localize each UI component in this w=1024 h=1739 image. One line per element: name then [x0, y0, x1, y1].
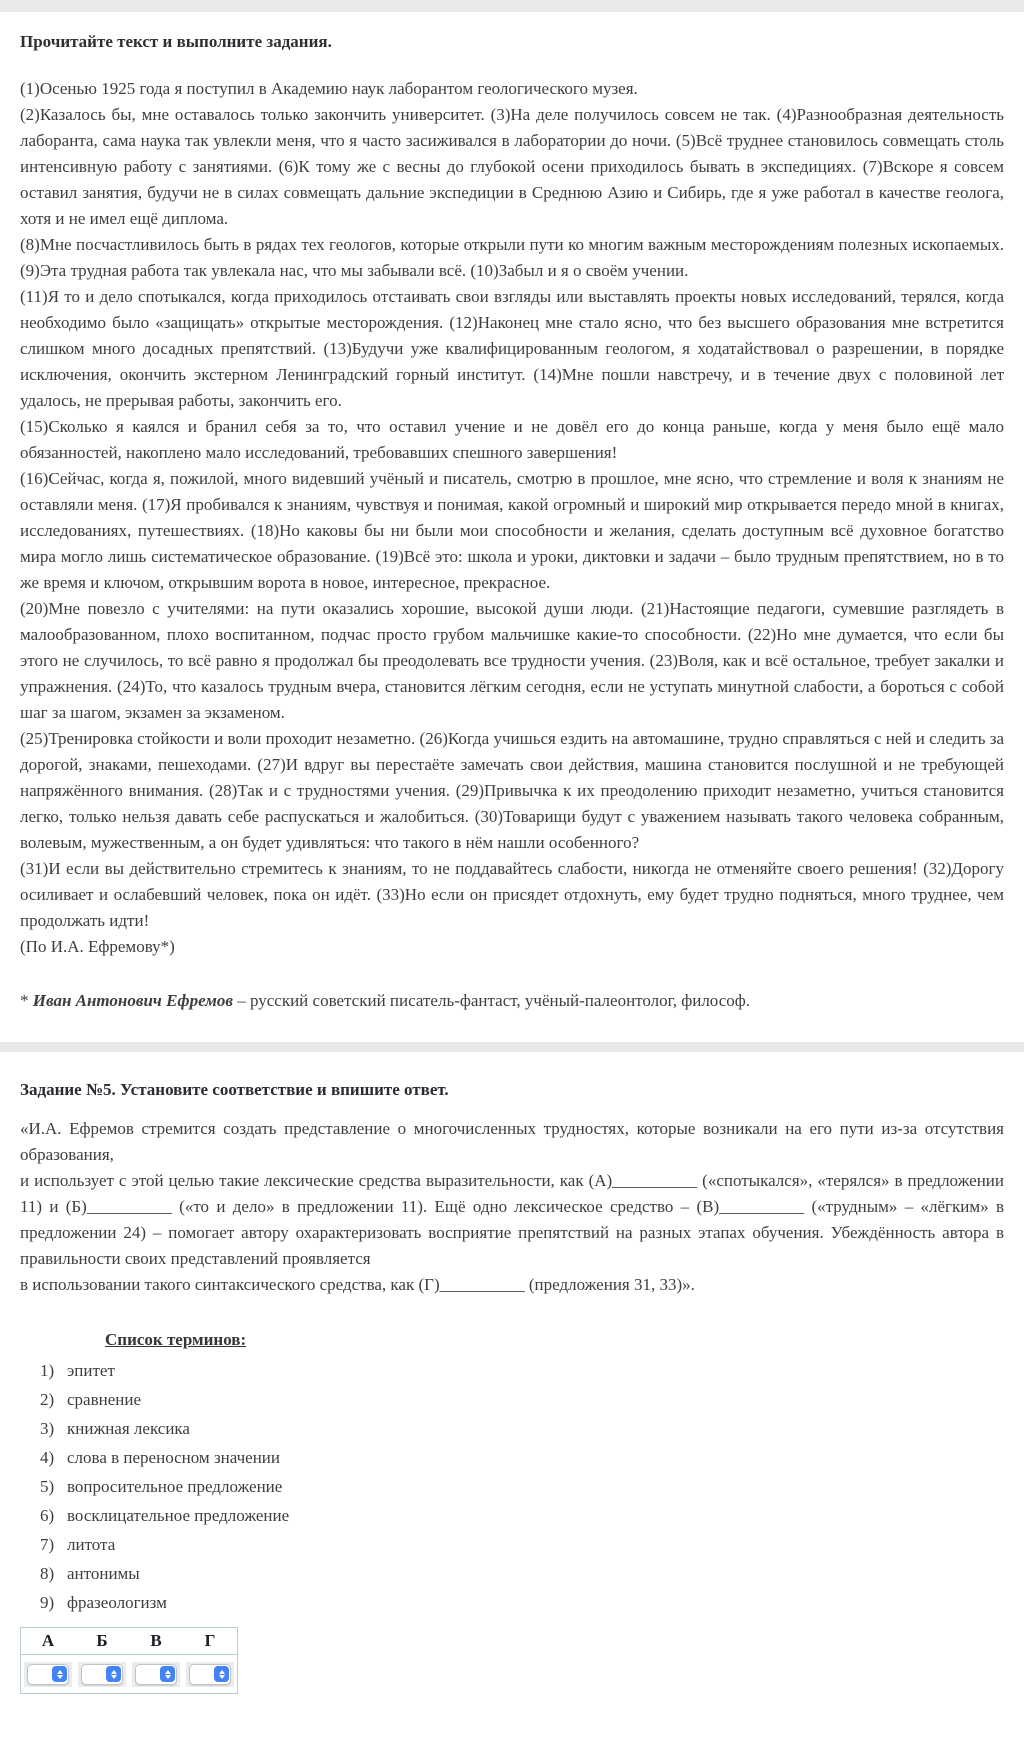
answer-cell-v	[129, 1655, 183, 1694]
page-title: Прочитайте текст и выполните задания.	[20, 32, 332, 51]
chevron-down-icon	[165, 1675, 171, 1679]
top-bar	[0, 0, 1024, 12]
chevron-up-icon	[111, 1670, 117, 1674]
term-label: восклицательное предложение	[67, 1506, 290, 1525]
chevron-down-icon	[219, 1675, 225, 1679]
term-number: 9)	[40, 1593, 55, 1612]
up-down-stepper-icon	[106, 1666, 121, 1682]
terms-list	[20, 1314, 1004, 1611]
answer-select-g[interactable]	[189, 1664, 231, 1685]
bottom-whitespace	[20, 1694, 1004, 1739]
term-label: антонимы	[67, 1564, 140, 1583]
answer-column-header-b: Б	[75, 1628, 129, 1655]
term-item	[40, 1594, 1004, 1611]
task-text-line: в использовании такого синтаксического средства, как (Г)__________ (предложения 31, 33)».	[20, 1275, 695, 1294]
reading-passage	[20, 76, 1004, 960]
passage-paragraph: (20)Мне повезло с учителями: на пути оказались хорошие, высокой души люди. (21)Настоящие педагоги, сумевшие разглядеть в малообразованном, плохо воспитанном, подчас просто грубом мальчишке какие-то способности. (22)Но мне думается, что если бы этого не случилось, то всё равно я продолжал бы преодолевать все трудности учения. (23)Воля, как и всё остальное, требует закалки и упражнения. (24)То, что казалось трудным вчера, становится лёгким сегодня, если не уступать минутной слабости, а бороться с собой шаг за шагом, экзамен за экзаменом.	[20, 599, 1004, 722]
term-item	[40, 1565, 1004, 1582]
term-item	[40, 1536, 1004, 1553]
answer-select-wrap-g	[186, 1662, 234, 1687]
answer-select-wrap-v	[132, 1662, 180, 1687]
passage-attribution: (По И.А. Ефремову*)	[20, 937, 175, 956]
passage-paragraph: (31)И если вы действительно стремитесь к знаниям, то не поддавайтесь слабости, никогда не отменяйте своего решения! (32)Дорогу осиливает и ослабевший человек, пока он идёт. (33)Но если он присядет отдохнуть, ему будет трудно подняться, много труднее, чем продолжать идти!	[20, 859, 1004, 930]
term-number: 1)	[40, 1361, 55, 1380]
term-label: вопросительное предложение	[67, 1477, 283, 1496]
up-down-stepper-icon	[52, 1666, 67, 1682]
term-item	[40, 1507, 1004, 1524]
answer-table	[20, 1627, 238, 1694]
chevron-up-icon	[165, 1670, 171, 1674]
passage-paragraph: (8)Мне посчастливилось быть в рядах тех геологов, которые открыли пути ко многим важным месторождениям полезных ископаемых. (9)Эта трудная работа так увлекала нас, что мы забывали всё. (10)Забыл и я о своём учении.	[20, 235, 1004, 280]
author-footnote	[20, 988, 1004, 1014]
answer-table-input-row	[21, 1655, 238, 1694]
answer-select-v[interactable]	[135, 1664, 177, 1685]
term-number: 7)	[40, 1535, 55, 1554]
term-number: 3)	[40, 1419, 55, 1438]
task-title: Задание №5. Установите соответствие и впишите ответ.	[20, 1080, 449, 1099]
footnote-asterisk: *	[20, 991, 33, 1010]
answer-cell-b	[75, 1655, 129, 1694]
answer-column-header-a: А	[21, 1628, 76, 1655]
answer-select-wrap-b	[78, 1662, 126, 1687]
term-item	[40, 1391, 1004, 1408]
term-item	[40, 1362, 1004, 1379]
answer-select-a[interactable]	[27, 1664, 69, 1685]
term-number: 4)	[40, 1448, 55, 1467]
section-divider	[0, 1042, 1024, 1052]
chevron-up-icon	[57, 1670, 63, 1674]
terms-heading: Список терминов:	[105, 1330, 247, 1349]
up-down-stepper-icon	[160, 1666, 175, 1682]
task-text-line: и использует с этой целью такие лексические средства выразительности, как (А)__________ («спотыкался», «терялся» в предложении 11) и (Б)__________ («то и дело» в предложении 11). Ещё одно лексическое средство – (В)__________ («трудным» – «лёгким» в предложении 24) – помогает автору охарактеризовать восприятие препятствий на разных этапах обучения. Убеждённость автора в правильности своих представлений проявляется	[20, 1171, 1004, 1268]
term-number: 6)	[40, 1506, 55, 1525]
term-label: литота	[67, 1535, 116, 1554]
chevron-down-icon	[111, 1675, 117, 1679]
footnote-author-description: – русский советский писатель-фантаст, учёный-палеонтолог, философ.	[232, 991, 751, 1010]
passage-paragraph: (16)Сейчас, когда я, пожилой, много видевший учёный и писатель, смотрю в прошлое, мне ясно, что стремление и воля к знаниям не оставляли меня. (17)Я пробивался к знаниям, чувствуя и понимая, какой огромный и широкий мир открывается передо мной в книгах, исследованиях, путешествиях. (18)Но каковы бы ни были мои способности и желания, сделать доступным всё духовное богатство мира могло лишь систематическое образование. (19)Всё это: школа и уроки, диктовки и задачи – было трудным препятствием, но в то же время и ключом, открывшим ворота в новое, интересное, прекрасное.	[20, 469, 1004, 592]
term-number: 5)	[40, 1477, 55, 1496]
term-label: книжная лексика	[67, 1419, 190, 1438]
term-number: 2)	[40, 1390, 55, 1409]
passage-paragraph: (25)Тренировка стойкости и воли проходит незаметно. (26)Когда учишься ездить на автомашине, трудно справляться с ней и следить за дорогой, знаками, пешеходами. (27)И вдруг вы перестаёте замечать свои действия, машина становится послушной и не требующей напряжённого внимания. (28)Так и с трудностями учения. (29)Привычка к их преодолению приходит незаметно, учиться становится легко, только нельзя давать себе распускаться и жалобиться. (30)Товарищи будут с уважением называть такого человека собранным, волевым, мужественным, а он будет удивляться: что такого в нём нашли особенного?	[20, 729, 1004, 852]
term-item	[40, 1420, 1004, 1437]
answer-column-header-v: В	[129, 1628, 183, 1655]
passage-paragraph: (1)Осенью 1925 года я поступил в Академию наук лаборантом геологического музея.	[20, 79, 638, 98]
chevron-up-icon	[219, 1670, 225, 1674]
answer-cell-g	[183, 1655, 238, 1694]
up-down-stepper-icon	[214, 1666, 229, 1682]
term-label: слова в переносном значении	[67, 1448, 281, 1467]
exam-page	[0, 32, 1024, 1014]
footnote-author-name: Иван Антонович Ефремов	[32, 991, 233, 1010]
task-text-line: «И.А. Ефремов стремится создать представление о многочисленных трудностях, которые возникали на его пути из-за отсутствия образования,	[20, 1119, 1004, 1164]
passage-paragraph: (15)Сколько я каялся и бранил себя за то, что оставил учение и не довёл его до конца раньше, когда у меня было ещё мало обязанностей, накоплено мало исследований, требовавших спешного завершения!	[20, 417, 1004, 462]
term-item	[40, 1449, 1004, 1466]
passage-paragraph: (2)Казалось бы, мне оставалось только закончить университет. (3)На деле получилось совсем не так. (4)Разнообразная деятельность лаборанта, сама наука так увлекли меня, что я часто засиживался в лаборатории до ночи. (5)Всё труднее становилось совмещать столь интенсивную работу с занятиями. (6)К тому же с весны до глубокой осени приходилось бывать в экспедициях. (7)Вскоре я совсем оставил занятия, будучи не в силах совмещать дальние экспедиции в Среднюю Азию и Сибирь, где я уже работал в качестве геолога, хотя и не имел ещё диплома.	[20, 105, 1004, 228]
passage-paragraph: (11)Я то и дело спотыкался, когда приходилось отстаивать свои взгляды или выставлять проекты новых исследований, терялся, когда необходимо было «защищать» открытые месторождения. (12)Наконец мне стало ясно, что без высшего образования мне встретится слишком много досадных препятствий. (13)Будучи уже квалифицированным геологом, я ходатайствовал о разрешении, в порядке исключения, окончить экстерном Ленинградский горный институт. (14)Мне пошли навстречу, и в течение двух с половиной лет удалось, не прерывая работы, закончить его.	[20, 287, 1004, 410]
answer-select-b[interactable]	[81, 1664, 123, 1685]
chevron-down-icon	[57, 1675, 63, 1679]
answer-table-header-row	[21, 1628, 238, 1655]
task-section	[0, 1080, 1024, 1739]
answer-select-wrap-a	[24, 1662, 72, 1687]
task-description	[20, 1116, 1004, 1298]
term-number: 8)	[40, 1564, 55, 1583]
answer-column-header-g: Г	[183, 1628, 238, 1655]
term-item	[40, 1478, 1004, 1495]
term-label: сравнение	[67, 1390, 142, 1409]
term-label: фразеологизм	[67, 1593, 167, 1612]
answer-cell-a	[21, 1655, 76, 1694]
term-label: эпитет	[67, 1361, 115, 1380]
